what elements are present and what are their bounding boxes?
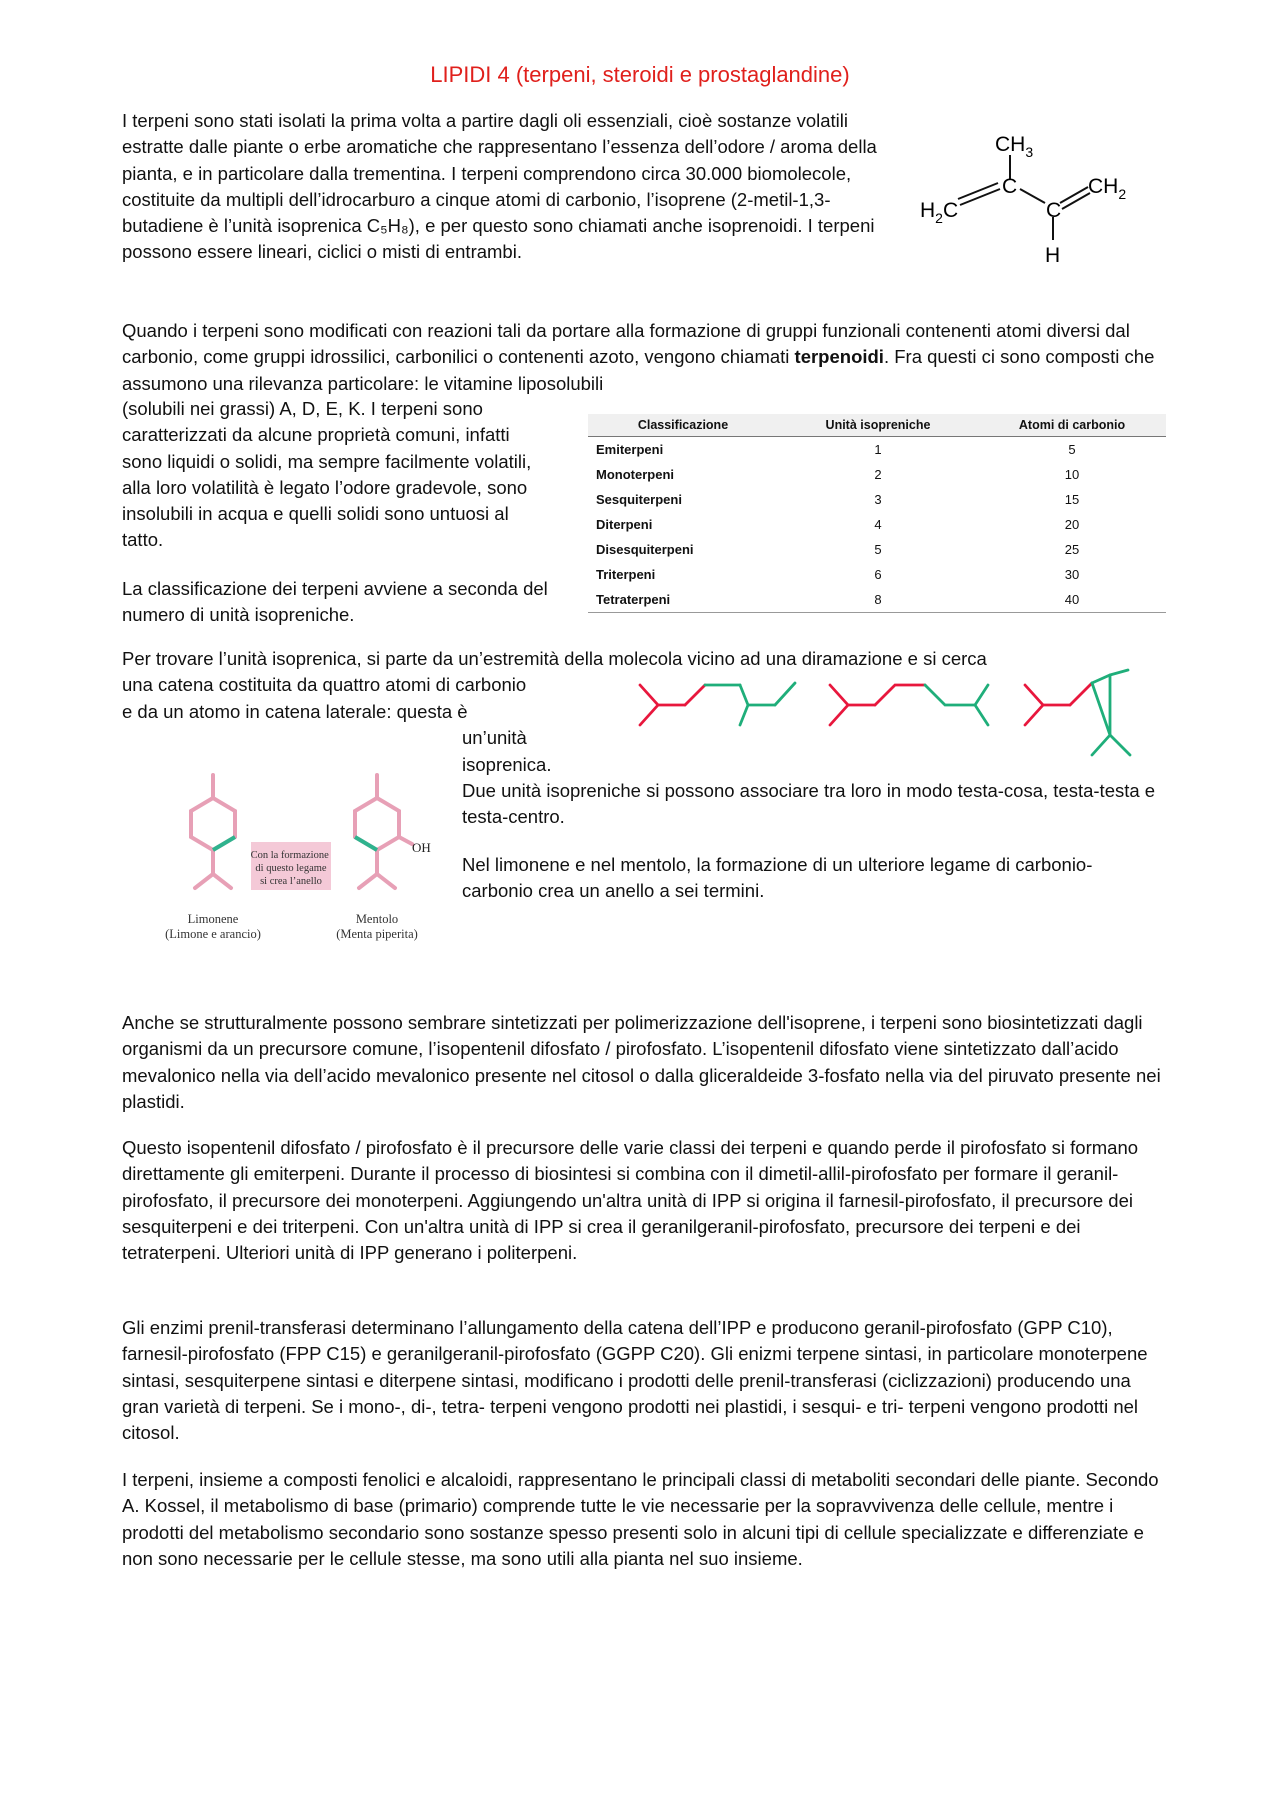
table-row: Monoterpeni 2 10 <box>596 467 1080 482</box>
mentolo-label: Mentolo <box>355 912 399 926</box>
callout-text: Con la formazione di questo legame si crea l’anello <box>250 850 329 887</box>
terpenoidi-paragraph: Quando i terpeni sono modificati con reazioni tali da portare alla formazione di gruppi funzionali contenenti atomi diversi dal carbonio, come gruppi idrossilici, carbonilici o contenenti azoto, vengono chiamati terpenoidi. Fra questi ci sono composti che assumono una rilevanza particolare: le vitamine liposolubili <box>122 320 1155 394</box>
classification-table <box>588 414 1166 613</box>
isoprene-linkage-diagram <box>630 665 1160 775</box>
classification-paragraph: La classificazione dei terpeni avviene a seconda del numero di unità isopreniche. <box>122 578 548 626</box>
isoprene-ch3: $CH_3$ <box>995 133 1034 160</box>
isoprene-c2: C <box>1046 199 1062 222</box>
isoprene-h2c-left: $H_2C$ <box>920 199 959 226</box>
isoprene-unit-line4: un’unità <box>462 727 527 748</box>
terpenoidi-term: terpenoidi <box>794 346 884 368</box>
isoprene-c1: C <box>1002 175 1018 198</box>
limonene-mentolo-figure <box>150 770 460 950</box>
table-header: Classificazione <box>588 414 778 437</box>
isoprene-unit-line3: e da un atomo in catena laterale: questa è <box>122 701 468 722</box>
table-row: Triterpeni 6 30 <box>596 567 1080 582</box>
table-row: Emiterpeni 1 5 <box>596 442 1076 457</box>
metabolites-paragraph: I terpeni, insieme a composti fenolici e alcaloidi, rappresentano le principali classi di metaboliti secondari delle piante. Secondo A. Kossel, il metabolismo di base (primario) comprende tutte le vie necessarie per la sopravvivenza delle cellule, mentre i prodotti del metabolismo secondario sono sostanze spesso presenti solo in alcuni tipi di cellule specializzate e differenziate e non sono necessarie per le cellule stesse, ma sono utili alla pianta nel suo insieme. <box>122 1469 1159 1569</box>
biosynthesis-paragraph: Anche se strutturalmente possono sembrare sintetizzati per polimerizzazione dell'isoprene, i terpeni sono biosintetizzati dagli organismi da un precursore comune, l’isopentenil difosfato / pirofosfato. L’isopentenil difosfato viene sintetizzato dall’acido mevalonico nella via dell’acido mevalonico presente nel citosol o dalla gliceraldeide 3-fosfato nella via del piruvato presente nei plastidi. <box>122 1012 1161 1112</box>
isoprene-ch2-right: $CH_2$ <box>1088 175 1127 202</box>
isoprene-unit-line1: Per trovare l’unità isoprenica, si parte da un’estremità della molecola vicino ad una diramazione e si cerca <box>122 648 987 669</box>
linkage-paragraph: Due unità isopreniche si possono associare tra loro in modo testa-cosa, testa-testa e testa-centro. <box>462 780 1156 828</box>
enzymes-paragraph: Gli enzimi prenil-transferasi determinano l’allungamento della catena dell’IPP e producono geranil-pirofosfato (GPP C10), farnesil-pirofosfato (FPP C15) e geranilgeranil-pirofosfato (GGPP C20). Gli enizmi terpene sintasi, in particolare monoterpene sintasi, sesquiterpene sintasi e diterpene sintasi, modificano i prodotti delle prenil-transferasi (ciclizzazioni) producendo una gran varietà di terpeni. Se i mono-, di-, tetra- terpeni vengono prodotti nei plastidi, i sesqui- e tri- terpeni vengono prodotti nel citosol. <box>122 1317 1148 1444</box>
isoprene-h: H <box>1045 244 1061 267</box>
isoprene-unit-line2: una catena costituita da quattro atomi di carbonio <box>122 674 527 695</box>
table-header: Atomi di carbonio <box>978 414 1166 437</box>
table-header-row <box>588 414 1166 437</box>
table-row: Disesquiterpeni 5 25 <box>596 542 1080 557</box>
oh-label: OH <box>412 840 431 855</box>
table-row: Sesquiterpeni 3 15 <box>596 492 1080 507</box>
page-title: LIPIDI 4 (terpeni, steroidi e prostaglandine) <box>430 62 850 87</box>
limonene-source: (Limone e arancio) <box>165 927 261 941</box>
intro-paragraph: I terpeni sono stati isolati la prima volta a partire dagli oli essenziali, cioè sostanze volatili estratte dalle piante o erbe aromatiche che rappresentano l’essenza dell’odore / aroma della pianta, e in particolare dalla trementina. I terpeni comprendono circa 30.000 biomolecole, costituite da multipli dell’idrocarburo a cinque atomi di carbonio, l’isoprene (2-metil-1,3-butadiene è l’unità isoprenica C₅H₈), e per questo sono chiamati anche isoprenoidi. I terpeni possono essere lineari, ciclici o misti di entrambi. <box>122 110 877 263</box>
limonene-label: Limonene <box>187 912 239 926</box>
table-row: Tetraterpeni 8 40 <box>588 587 1166 613</box>
ring-paragraph: Nel limonene e nel mentolo, la formazione di un ulteriore legame di carbonio-carbonio crea un anello a sei termini. <box>462 854 1093 902</box>
properties-paragraph: (solubili nei grassi) A, D, E, K. I terpeni sono caratterizzati da alcune proprietà comuni, infatti sono liquidi o solidi, ma sempre facilmente volatili, alla loro volatilità è legato l’odore gradevole, sono insolubili in acqua e quelli solidi sono untuosi al tatto. <box>122 398 532 551</box>
isoprene-structure <box>910 125 1140 270</box>
ipp-paragraph: Questo isopentenil difosfato / pirofosfato è il precursore delle varie classi dei terpeni e quando perde il pirofosfato si formano direttamente gli emiterpeni. Durante il processo di biosintesi si combina con il dimetil-allil-pirofosfato per formare il geranil-pirofosfato, il precursore dei monoterpeni. Aggiungendo un'altra unità di IPP si origina il farnesil-pirofosfato, il precursore dei sesquiterpeni e dei triterpeni. Con un'altra unità di IPP si crea il geranilgeranil-pirofosfato, precursore dei terpeni e dei tetraterpeni. Ulteriori unità di IPP generano i politerpeni. <box>122 1137 1139 1264</box>
mentolo-source: (Menta piperita) <box>336 927 418 941</box>
table-header: Unità isopreniche <box>778 414 978 437</box>
isoprene-unit-line5: isoprenica. <box>462 754 552 775</box>
table-row: Diterpeni 4 20 <box>596 517 1080 532</box>
